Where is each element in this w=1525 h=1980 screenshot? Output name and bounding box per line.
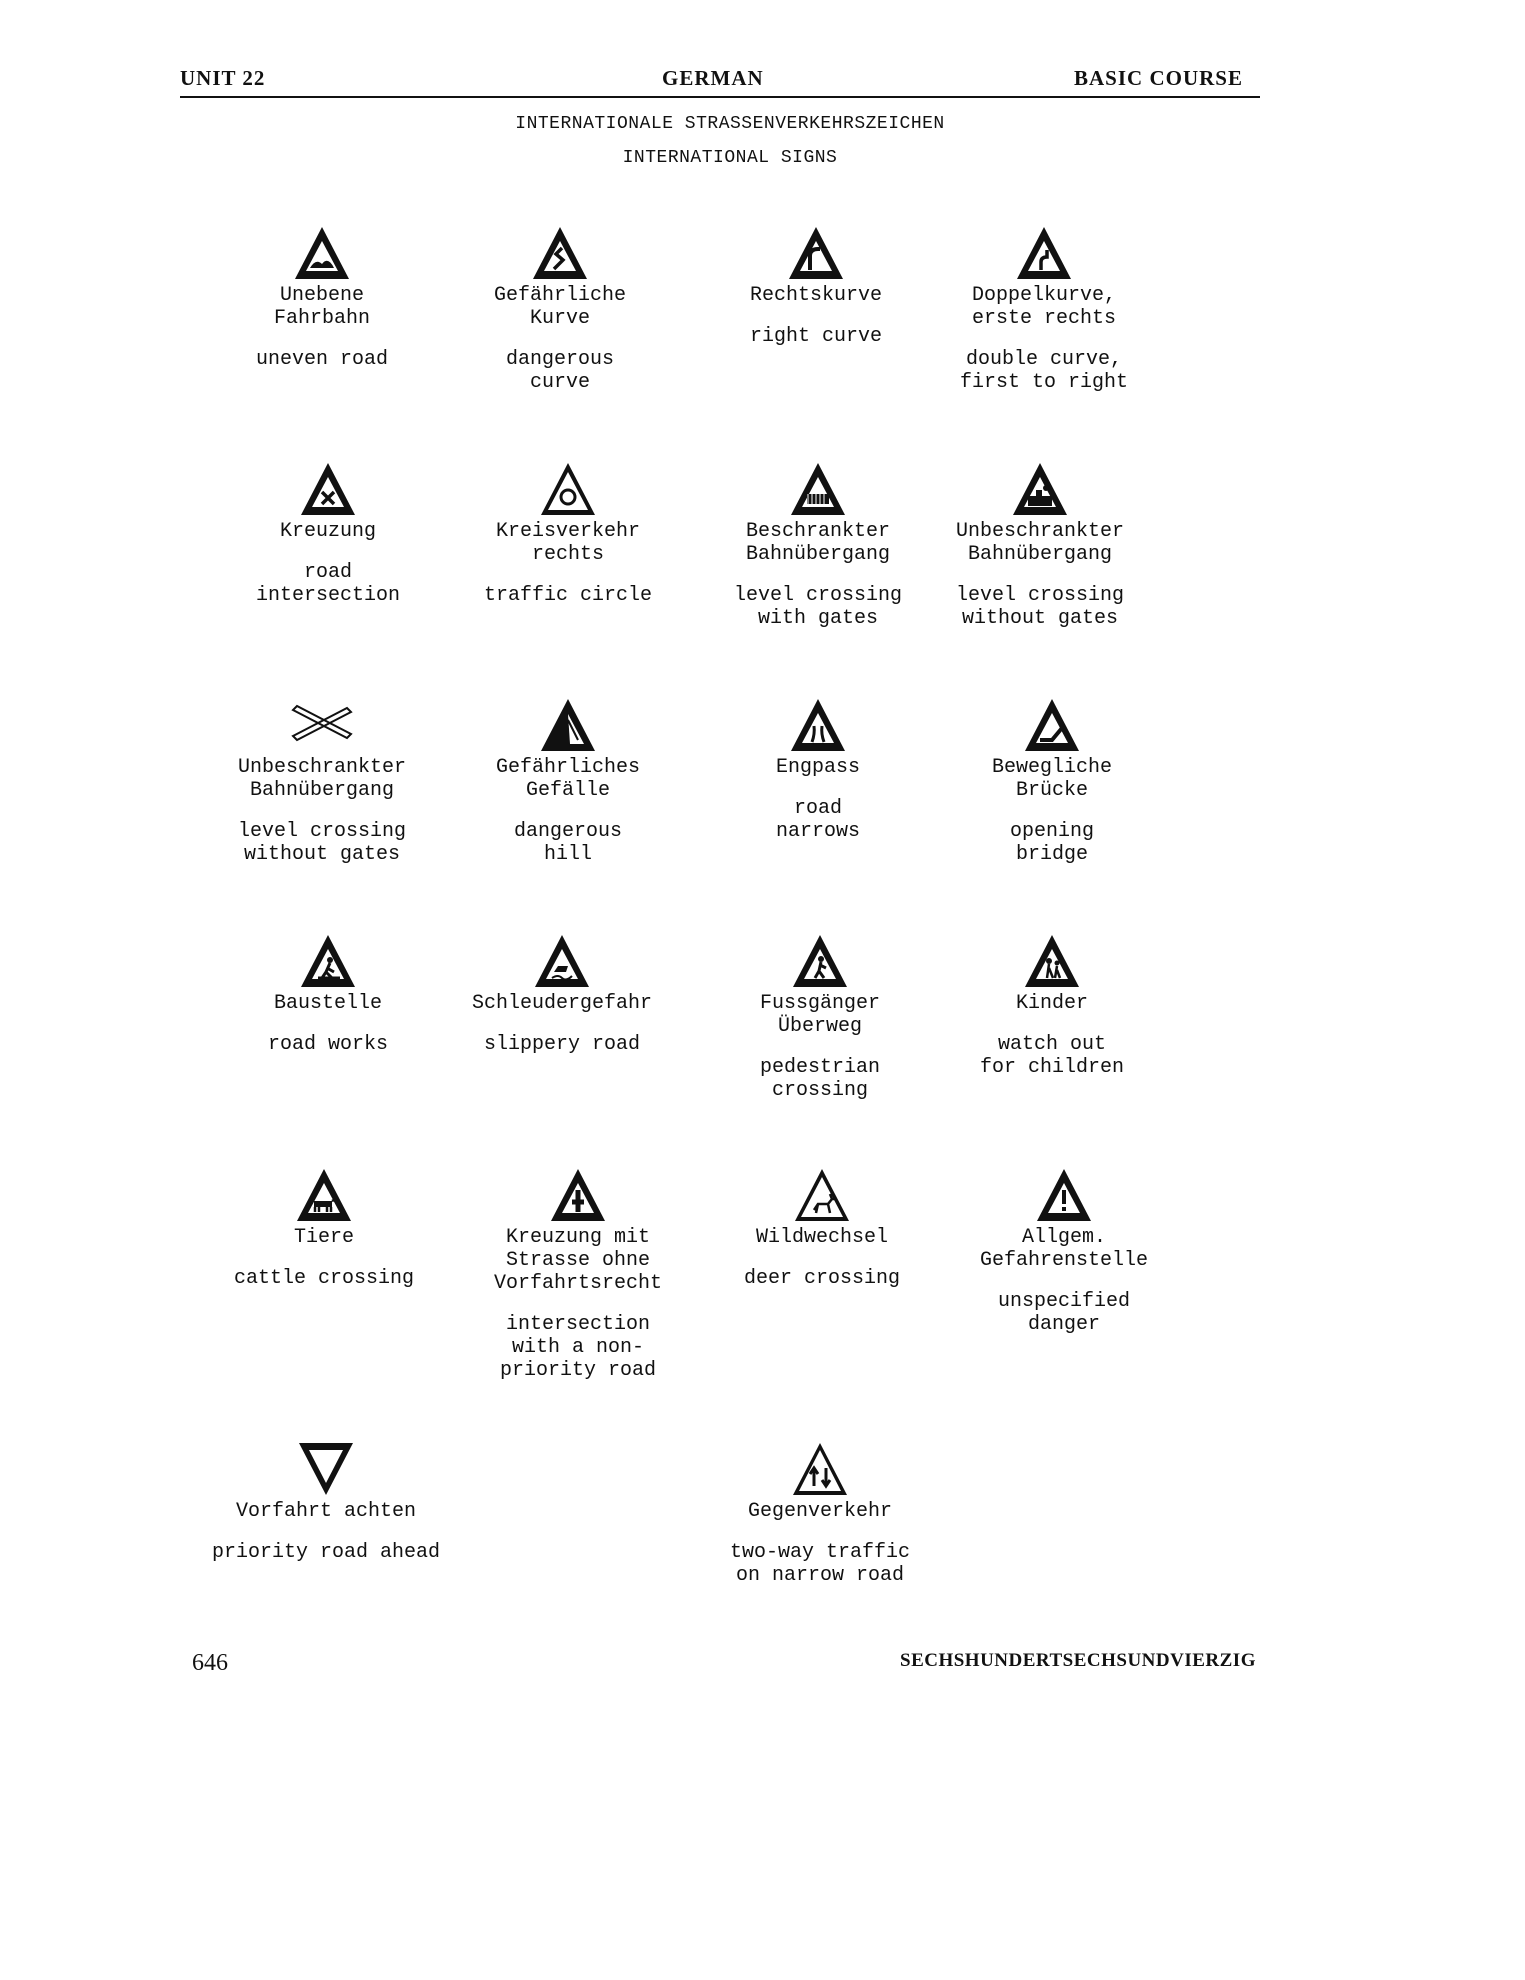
sign-cell bbox=[432, 932, 692, 1056]
german-line: Bahnübergang bbox=[745, 543, 891, 566]
english-line: two-way traffic bbox=[729, 1541, 911, 1564]
page-number-word: SECHSHUNDERTSECHSUNDVIERZIG bbox=[900, 1650, 1256, 1671]
german-line: Rechtskurve bbox=[749, 284, 883, 307]
sign-german-name bbox=[686, 284, 946, 307]
sign-english-name bbox=[914, 348, 1174, 394]
sign-cell bbox=[430, 224, 690, 394]
german-line: Kinder bbox=[1015, 992, 1088, 1015]
sign-english-name bbox=[198, 561, 458, 607]
sign-cell bbox=[910, 460, 1170, 630]
sign-english-name bbox=[910, 584, 1170, 630]
sign-cell bbox=[934, 1166, 1194, 1336]
english-line: unspecified bbox=[997, 1290, 1131, 1313]
sign-english-name bbox=[194, 1267, 454, 1290]
english-line: cattle crossing bbox=[233, 1267, 415, 1290]
english-line: without gates bbox=[961, 607, 1119, 630]
german-line: Fussgänger bbox=[759, 992, 881, 1015]
english-line: intersection bbox=[505, 1313, 651, 1336]
sign-german-name bbox=[690, 992, 950, 1038]
sign-english-name bbox=[934, 1290, 1194, 1336]
sign-german-name bbox=[922, 992, 1182, 1015]
english-line: bridge bbox=[1015, 843, 1088, 866]
slippery-road-icon bbox=[532, 932, 592, 990]
german-line: erste rechts bbox=[971, 307, 1117, 330]
page-title: INTERNATIONALE STRASSENVERKEHRSZEICHEN bbox=[515, 114, 945, 134]
english-line: crossing bbox=[771, 1079, 868, 1102]
german-line: Vorfahrt achten bbox=[235, 1500, 417, 1523]
sign-german-name bbox=[448, 1226, 708, 1295]
sign-german-name bbox=[198, 992, 458, 1015]
german-line: Vorfahrtsrecht bbox=[493, 1272, 663, 1295]
sign-cell bbox=[922, 932, 1182, 1079]
pedestrian-icon bbox=[790, 932, 850, 990]
sign-english-name bbox=[438, 584, 698, 607]
german-line: Bahnübergang bbox=[249, 779, 395, 802]
german-line: Schleudergefahr bbox=[471, 992, 653, 1015]
english-line: level crossing bbox=[733, 584, 903, 607]
german-line: Baustelle bbox=[273, 992, 383, 1015]
sign-german-name bbox=[690, 1500, 950, 1523]
german-line: Engpass bbox=[775, 756, 860, 779]
german-line: Unbeschrankter bbox=[955, 520, 1125, 543]
sign-english-name bbox=[688, 797, 948, 843]
sign-english-name bbox=[692, 1267, 952, 1290]
english-line: danger bbox=[1027, 1313, 1100, 1336]
sign-english-name bbox=[438, 820, 698, 866]
road-narrows-icon bbox=[788, 696, 848, 754]
english-line: narrows bbox=[775, 820, 860, 843]
german-line: Unebene bbox=[279, 284, 364, 307]
sign-german-name bbox=[438, 756, 698, 802]
english-line: first to right bbox=[959, 371, 1129, 394]
german-line: Unbeschrankter bbox=[237, 756, 407, 779]
german-line: Kreuzung bbox=[279, 520, 376, 543]
sign-english-name bbox=[690, 1056, 950, 1102]
german-line: Kreuzung mit bbox=[505, 1226, 651, 1249]
opening-bridge-icon bbox=[1022, 696, 1082, 754]
sign-cell bbox=[196, 1440, 456, 1564]
locomotive-icon bbox=[1010, 460, 1070, 518]
english-line: hill bbox=[543, 843, 592, 866]
sign-german-name bbox=[934, 1226, 1194, 1272]
english-line: double curve, bbox=[965, 348, 1123, 371]
english-line: right curve bbox=[749, 325, 883, 348]
language-label: GERMAN bbox=[662, 66, 764, 90]
page-number: 646 bbox=[192, 1650, 228, 1676]
crossroads-icon bbox=[298, 460, 358, 518]
german-line: Kreisverkehr bbox=[495, 520, 641, 543]
german-line: rechts bbox=[531, 543, 604, 566]
german-line: Brücke bbox=[1015, 779, 1088, 802]
sign-english-name bbox=[432, 1033, 692, 1056]
sign-english-name bbox=[192, 820, 452, 866]
german-line: Überweg bbox=[777, 1015, 862, 1038]
english-line: with gates bbox=[757, 607, 879, 630]
german-line: Beschrankter bbox=[745, 520, 891, 543]
german-line: Gefährliche bbox=[493, 284, 627, 307]
english-line: level crossing bbox=[955, 584, 1125, 607]
english-line: dangerous bbox=[513, 820, 623, 843]
sign-german-name bbox=[198, 520, 458, 543]
roundabout-icon bbox=[538, 460, 598, 518]
sign-cell bbox=[192, 224, 452, 371]
english-line: priority road bbox=[499, 1359, 657, 1382]
german-line: Allgem. bbox=[1021, 1226, 1106, 1249]
sign-english-name bbox=[922, 820, 1182, 866]
sign-cell bbox=[194, 1166, 454, 1290]
road-works-icon bbox=[298, 932, 358, 990]
german-line: Gegenverkehr bbox=[747, 1500, 893, 1523]
deer-icon bbox=[792, 1166, 852, 1224]
page-subtitle: INTERNATIONAL SIGNS bbox=[622, 148, 838, 168]
unit-label: UNIT 22 bbox=[180, 66, 266, 90]
sign-german-name bbox=[192, 756, 452, 802]
sign-cell bbox=[438, 460, 698, 607]
sign-english-name bbox=[688, 584, 948, 630]
sign-german-name bbox=[430, 284, 690, 330]
english-line: for children bbox=[979, 1056, 1125, 1079]
sign-english-name bbox=[192, 348, 452, 371]
sign-german-name bbox=[922, 756, 1182, 802]
german-line: Tiere bbox=[293, 1226, 354, 1249]
gated-crossing-icon bbox=[788, 460, 848, 518]
english-line: curve bbox=[529, 371, 590, 394]
german-line: Gefährliches bbox=[495, 756, 641, 779]
sign-german-name bbox=[914, 284, 1174, 330]
sign-english-name bbox=[690, 1541, 950, 1587]
priority-intersection-icon bbox=[548, 1166, 608, 1224]
sign-english-name bbox=[448, 1313, 708, 1382]
english-line: road bbox=[303, 561, 352, 584]
sign-german-name bbox=[688, 520, 948, 566]
english-line: traffic circle bbox=[483, 584, 653, 607]
german-line: Fahrbahn bbox=[273, 307, 370, 330]
sign-cell bbox=[688, 460, 948, 630]
german-line: Bahnübergang bbox=[967, 543, 1113, 566]
exclamation-icon bbox=[1034, 1166, 1094, 1224]
children-icon bbox=[1022, 932, 1082, 990]
english-line: without gates bbox=[243, 843, 401, 866]
sign-cell bbox=[192, 696, 452, 866]
sign-german-name bbox=[196, 1500, 456, 1523]
english-line: intersection bbox=[255, 584, 401, 607]
sign-german-name bbox=[692, 1226, 952, 1249]
english-line: watch out bbox=[997, 1033, 1107, 1056]
sign-cell bbox=[922, 696, 1182, 866]
course-label: BASIC COURSE bbox=[1074, 66, 1243, 90]
right-curve-icon bbox=[786, 224, 846, 282]
sign-german-name bbox=[438, 520, 698, 566]
sign-german-name bbox=[192, 284, 452, 330]
cattle-icon bbox=[294, 1166, 354, 1224]
german-line: Gefälle bbox=[525, 779, 610, 802]
sign-german-name bbox=[432, 992, 692, 1015]
english-line: on narrow road bbox=[735, 1564, 905, 1587]
sign-english-name bbox=[198, 1033, 458, 1056]
german-line: Gefahrenstelle bbox=[979, 1249, 1149, 1272]
english-line: road bbox=[793, 797, 842, 820]
german-line: Kurve bbox=[529, 307, 590, 330]
sign-german-name bbox=[688, 756, 948, 779]
sign-german-name bbox=[194, 1226, 454, 1249]
sign-cell bbox=[686, 224, 946, 348]
double-curve-icon bbox=[1014, 224, 1074, 282]
dangerous-curve-icon bbox=[530, 224, 590, 282]
english-line: slippery road bbox=[483, 1033, 641, 1056]
uneven-road-icon bbox=[292, 224, 352, 282]
sign-german-name bbox=[910, 520, 1170, 566]
yield-icon bbox=[296, 1440, 356, 1498]
english-line: road works bbox=[267, 1033, 389, 1056]
sign-english-name bbox=[430, 348, 690, 394]
saint-andrews-cross-icon bbox=[285, 696, 359, 754]
german-line: Doppelkurve, bbox=[971, 284, 1117, 307]
sign-cell bbox=[688, 696, 948, 843]
german-line: Wildwechsel bbox=[755, 1226, 889, 1249]
english-line: level crossing bbox=[237, 820, 407, 843]
sign-cell bbox=[692, 1166, 952, 1290]
header-rule bbox=[180, 96, 1260, 98]
sign-cell bbox=[690, 932, 950, 1102]
sign-cell bbox=[438, 696, 698, 866]
german-line: Bewegliche bbox=[991, 756, 1113, 779]
sign-cell bbox=[198, 932, 458, 1056]
sign-cell bbox=[198, 460, 458, 607]
sign-cell bbox=[690, 1440, 950, 1587]
english-line: opening bbox=[1009, 820, 1094, 843]
sign-cell bbox=[914, 224, 1174, 394]
english-line: uneven road bbox=[255, 348, 389, 371]
sign-english-name bbox=[686, 325, 946, 348]
two-way-traffic-icon bbox=[790, 1440, 850, 1498]
english-line: priority road ahead bbox=[211, 1541, 441, 1564]
english-line: with a non- bbox=[511, 1336, 645, 1359]
sign-english-name bbox=[922, 1033, 1182, 1079]
sign-english-name bbox=[196, 1541, 456, 1564]
english-line: pedestrian bbox=[759, 1056, 881, 1079]
steep-hill-icon bbox=[538, 696, 598, 754]
sign-cell bbox=[448, 1166, 708, 1382]
german-line: Strasse ohne bbox=[505, 1249, 651, 1272]
english-line: dangerous bbox=[505, 348, 615, 371]
english-line: deer crossing bbox=[743, 1267, 901, 1290]
